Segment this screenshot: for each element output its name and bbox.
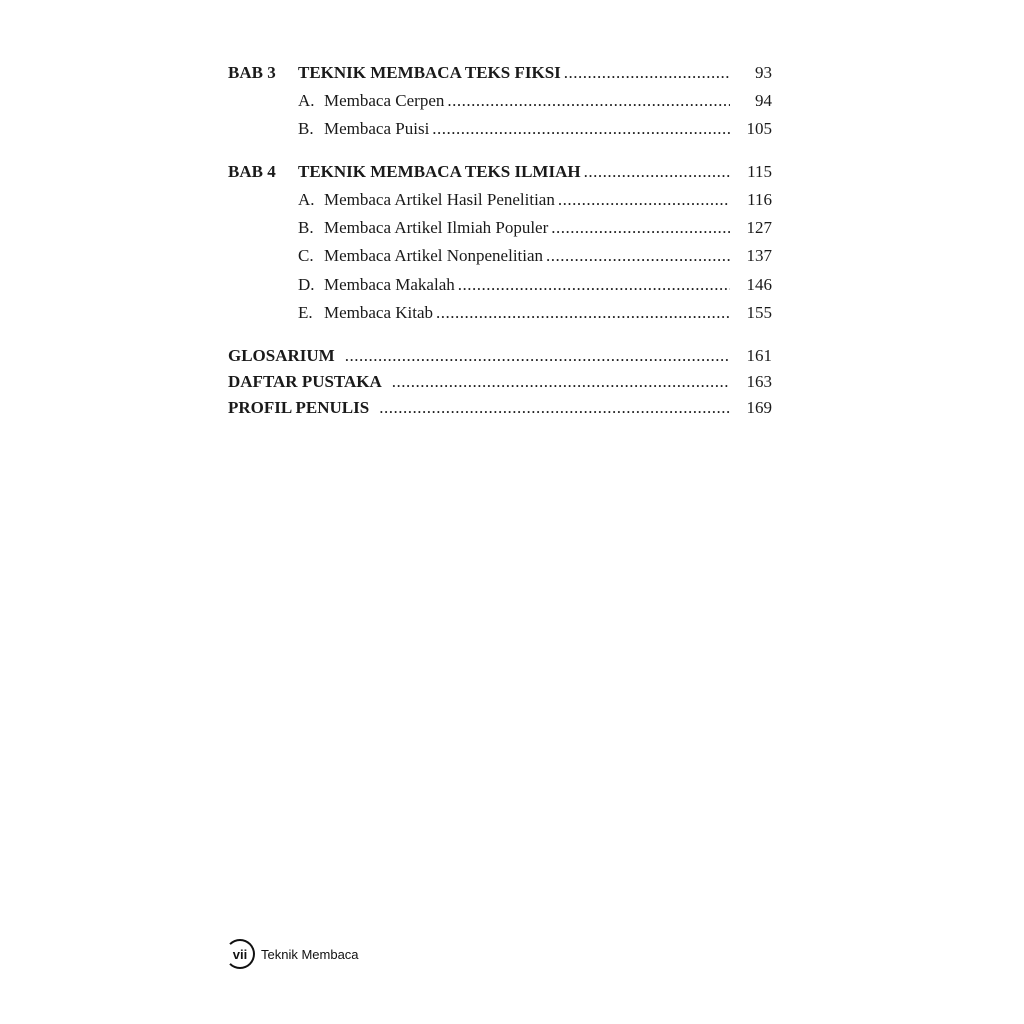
toc-daftar-pustaka[interactable]	[228, 369, 772, 395]
page-number: 155	[746, 303, 772, 322]
dot-leader	[432, 116, 730, 142]
section-letter: D.	[298, 275, 315, 294]
dot-leader	[584, 159, 730, 185]
chapter-title: TEKNIK MEMBACA TEKS ILMIAH	[298, 162, 581, 181]
section-title: Membaca Artikel Ilmiah Populer	[324, 218, 549, 237]
page-number: 146	[746, 275, 772, 294]
section-letter: E.	[298, 303, 313, 322]
page-footer	[225, 938, 359, 970]
dot-leader	[345, 343, 730, 369]
dot-leader	[379, 395, 730, 421]
toc-section[interactable]	[228, 116, 772, 142]
page-number: 161	[746, 346, 772, 365]
page-number: 93	[755, 63, 772, 82]
dot-leader	[558, 187, 730, 213]
section-title: Membaca Kitab	[324, 303, 434, 322]
page-number: 163	[746, 372, 772, 391]
section-title: Membaca Puisi	[324, 119, 430, 138]
chapter-number: BAB 3	[228, 63, 276, 82]
page-number: 115	[747, 162, 772, 181]
toc-chapter-3[interactable]	[228, 60, 772, 86]
section-title: Membaca Makalah	[324, 275, 455, 294]
section-title: Membaca Artikel Nonpenelitian	[324, 246, 544, 265]
page-number: 116	[747, 190, 772, 209]
toc-section[interactable]	[228, 243, 772, 269]
toc-section[interactable]	[228, 215, 772, 241]
toc-chapter-4[interactable]	[228, 159, 772, 185]
section-letter: B.	[298, 218, 314, 237]
toc-glosarium[interactable]	[228, 343, 772, 369]
chapter-number: BAB 4	[228, 162, 276, 181]
page-number: 94	[755, 91, 772, 110]
section-letter: B.	[298, 119, 314, 138]
dot-leader	[436, 300, 730, 326]
back-matter-title: DAFTAR PUSTAKA	[228, 372, 382, 391]
page-number: 127	[746, 218, 772, 237]
page-number-badge: vii	[225, 939, 255, 969]
page-number: 137	[746, 246, 772, 265]
section-letter: A.	[298, 91, 315, 110]
section-letter: A.	[298, 190, 315, 209]
back-matter-title: GLOSARIUM	[228, 346, 335, 365]
page-number: 169	[746, 398, 772, 417]
dot-leader	[564, 60, 730, 86]
dot-leader	[546, 243, 730, 269]
chapter-title: TEKNIK MEMBACA TEKS FIKSI	[298, 63, 561, 82]
toc-section[interactable]	[228, 300, 772, 326]
section-title: Membaca Cerpen	[324, 91, 445, 110]
toc-section[interactable]	[228, 88, 772, 114]
toc-section[interactable]	[228, 272, 772, 298]
dot-leader	[392, 369, 730, 395]
running-footer-title: Teknik Membaca	[261, 946, 359, 962]
back-matter-title: PROFIL PENULIS	[228, 398, 370, 417]
toc-profil-penulis[interactable]	[228, 395, 772, 421]
dot-leader	[447, 88, 730, 114]
section-title: Membaca Artikel Hasil Penelitian	[324, 190, 555, 209]
page-number: 105	[746, 119, 772, 138]
dot-leader	[551, 215, 730, 241]
toc-section[interactable]	[228, 187, 772, 213]
section-letter: C.	[298, 246, 314, 265]
dot-leader	[458, 272, 730, 298]
